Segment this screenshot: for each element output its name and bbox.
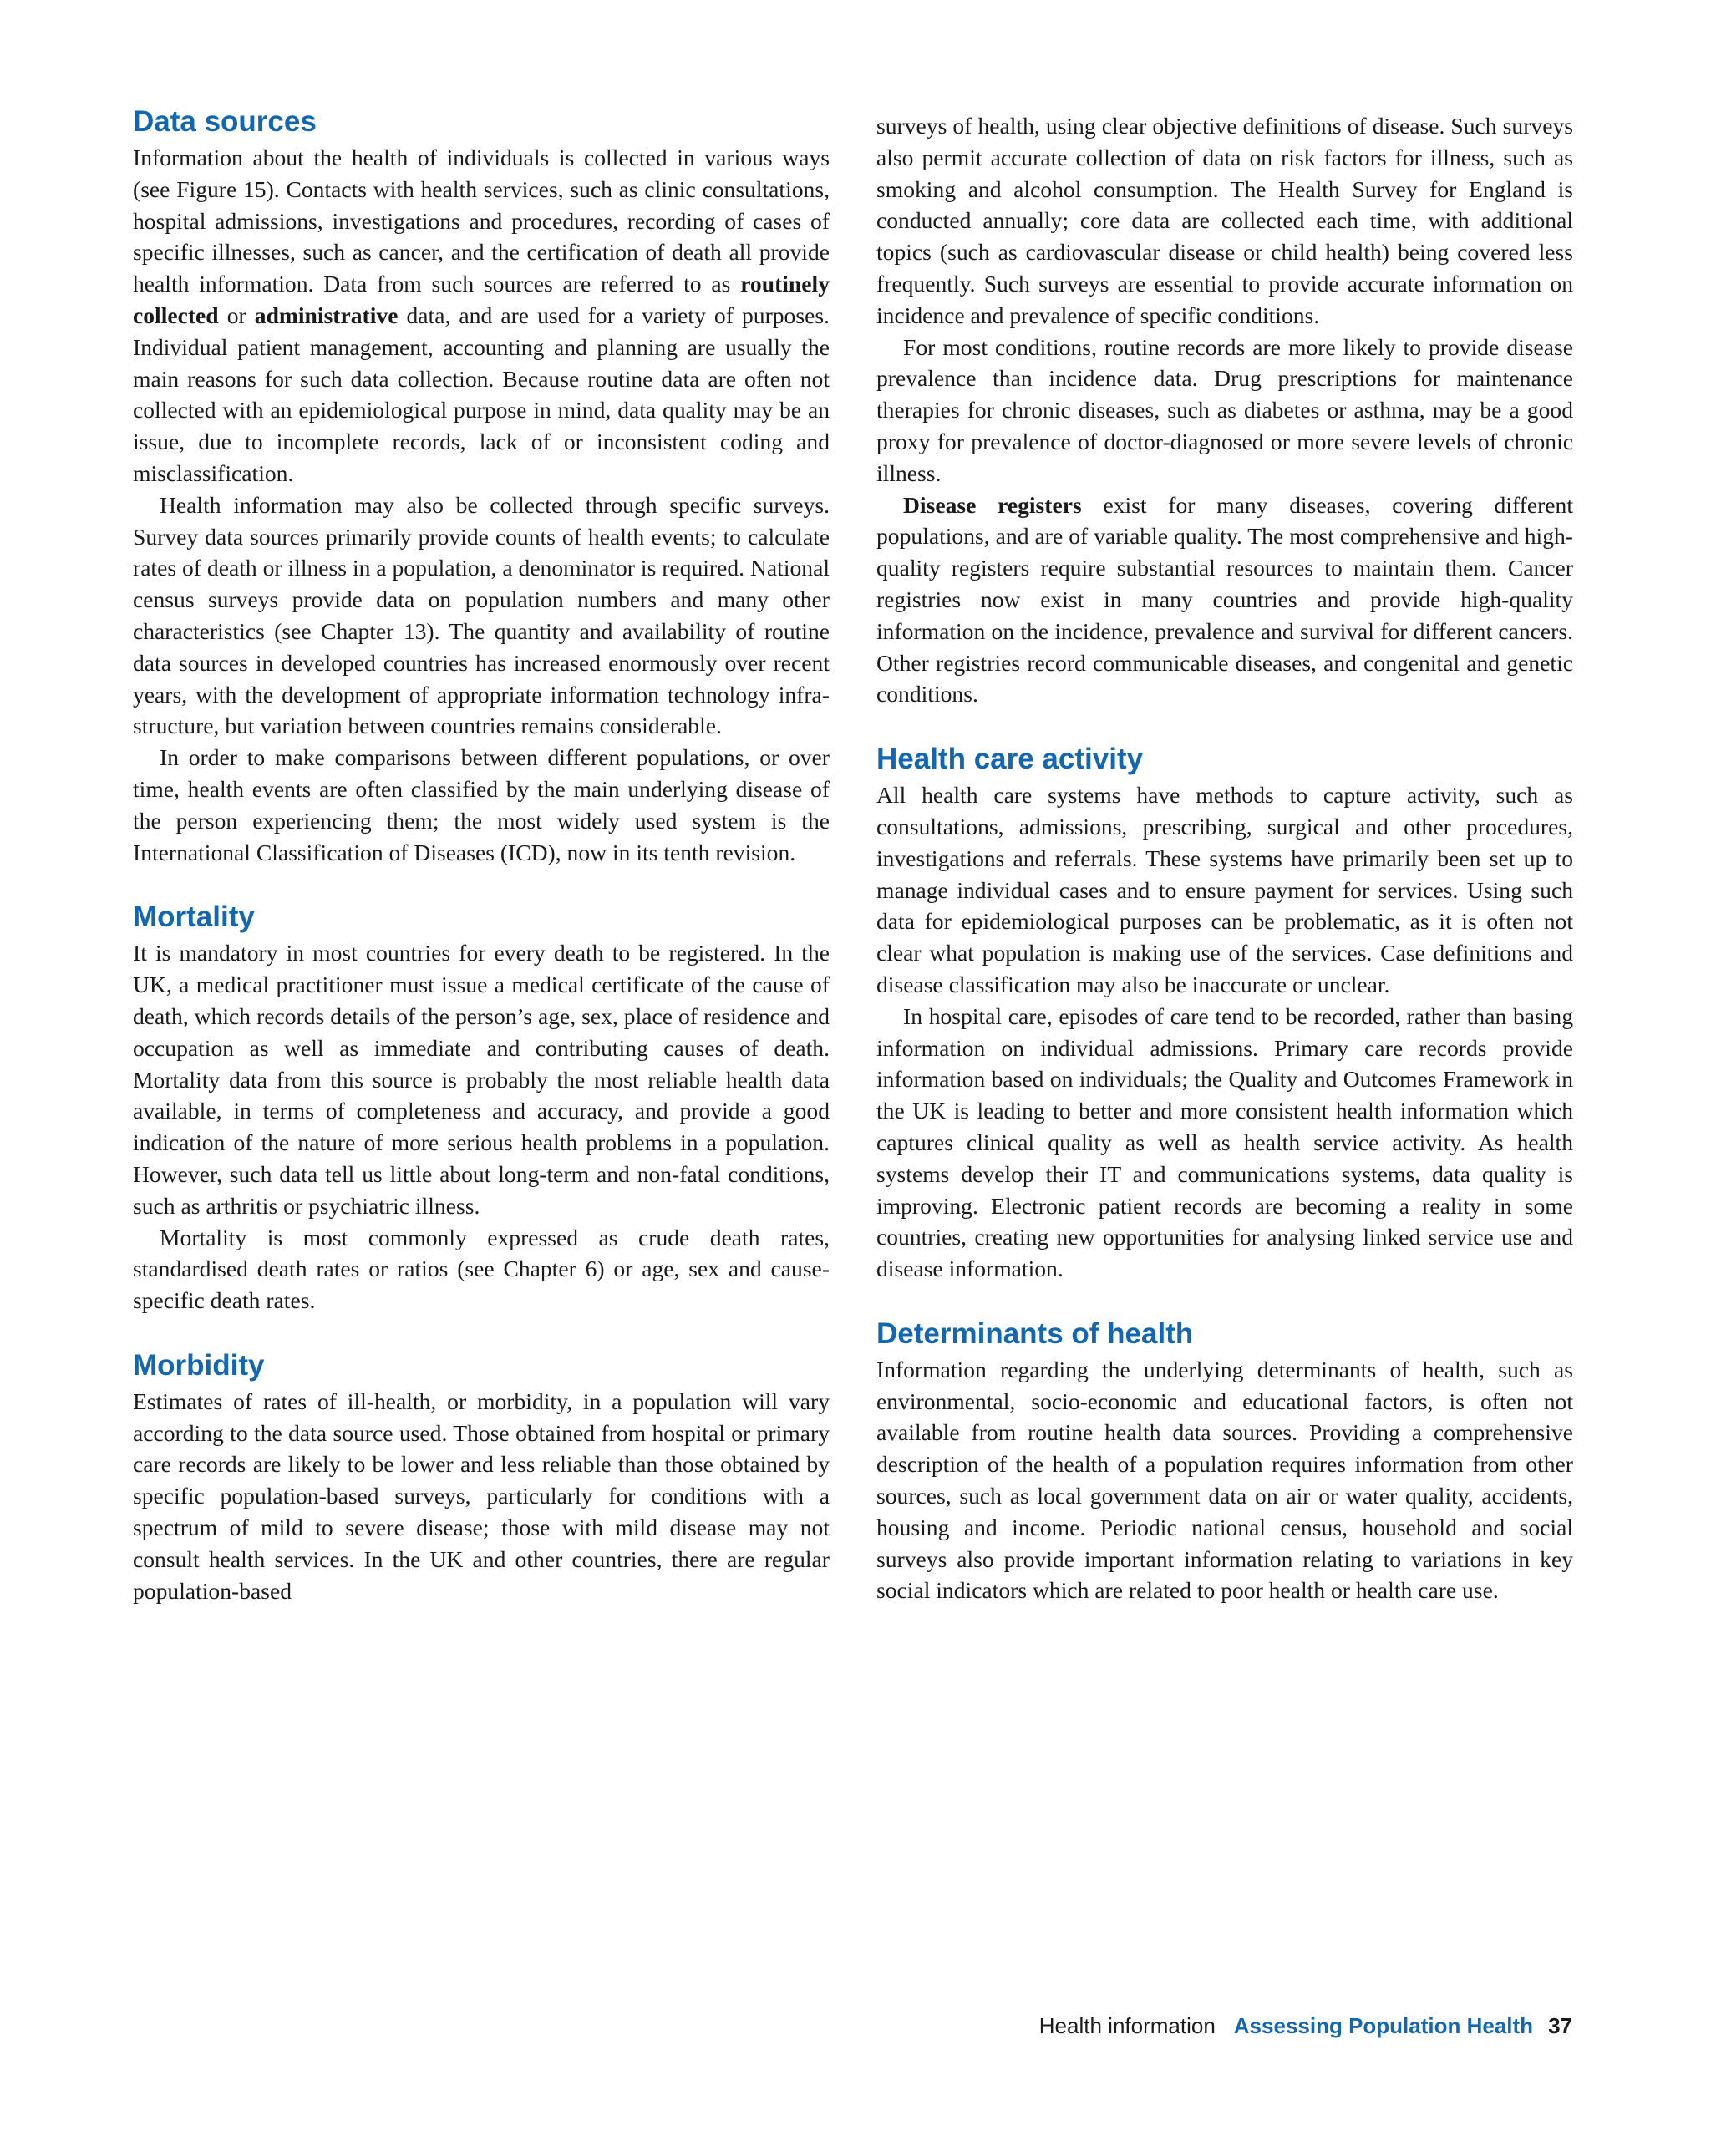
text-run: Information about the health of individuals is collected in various ways (see Figure 15). Contacts with health services, such as clinic consultations, hospital admissions, investigations and procedures, recording of cases of specific illnesses, such as cancer, and the certification of death all provide health information. Data from such sources are referred to as (133, 145, 830, 297)
text-run: data, and are used for a variety of purposes. Individual patient management, accounting and planning are usually the main reasons for such data collection. Because routine data are often not collected with an epidemiological purpose in mind, data quality may be an issue, due to incomplete records, lack of or inconsistent coding and misclassification. (133, 302, 830, 486)
text-run: exist for many diseases, covering different populations, and are of variable quality. The most comprehensive and high-quality registers require substantial resources to maintain them. Cancer registries now exist in many countries and provide high-quality information on the incidence, prevalence and survival for different cancers. Other registries record communicable diseases, and congenital and genetic conditions. (876, 491, 1573, 708)
mortality-paragraph-1: It is mandatory in most countries for every death to be registered. In the UK, a medical practitioner must issue a medical certificate of the cause of death, which records details of the person’s age, sex, place of residence and occupation as well as immediate and contributing causes of death. Mortality data from this source is probably the most reliable health data available, in terms of completeness and accuracy, and provide a good indication of the nature of more serious health problems in a population. However, such data tell us little about long-term and non-fatal conditions, such as arthritis or psychiatric illness. (133, 940, 830, 1219)
term-administrative: administrative (254, 302, 399, 328)
data-sources-paragraph-1 (133, 142, 830, 490)
heading-morbidity: Morbidity (133, 1348, 265, 1382)
term-routinely-collected: routinely collected (133, 271, 830, 328)
section-gap (133, 1316, 830, 1347)
morbidity-paragraph-1: Estimates of rates of ill-health, or morbidity, in a population will vary according to the data source used. Those obtained from hospital or primary care records are likely to be lower and less reliable than those obtained by specific population-based surveys, particularly for conditions with a spectrum of mild to severe disease; those with mild disease may not consult health services. In the UK and other countries, there are regular population-based (133, 1387, 830, 1604)
heading-mortality: Mortality (133, 900, 255, 934)
footer-book-title: Assessing Population Health (1233, 2013, 1534, 2038)
section-gap (876, 710, 1573, 741)
morbidity-paragraph-2: For most conditions, routine records are more likely to provide disease prevalence than incidence data. Drug prescriptions for maintenance therapies for chronic diseases, such as diabetes or asthma, may be a good proxy for prevalence of doctor-diagnosed or more severe levels of chronic illness. (876, 333, 1573, 486)
footer-section-title: Health information (1038, 2013, 1216, 2038)
term-disease-registers: Disease registers (903, 491, 1082, 518)
determinants-paragraph-1: Information regarding the underlying determinants of health, such as environmental, socio-economic and educational factors, is often not available from routine health data sources. Providing a comprehensive description of the health of a population requires information from other sources, such as local government data on air or water quality, accidents, housing and income. Periodic national census, household and social surveys also provide important information relating to variations in key social indicators which are related to poor health or health care use. (876, 1356, 1573, 1604)
data-sources-paragraph-3: In order to make comparisons between different populations, or over time, health events are often classified by the main underlying disease of the person experiencing them; the most widely used system is the International Classification of Diseases (ICD), now in its tenth revision. (133, 744, 830, 865)
morbidity-paragraph-1-continued: surveys of health, using clear objective definitions of disease. Such surveys also permit accurate collection of data on risk factors for illness, such as smoking and alcohol consumption. The Health Survey for England is conducted annually; core data are collected each time, with additional topics (such as cardiovascular disease or child health) being covered less frequently. Such surveys are essential to provide accurate information on incidence and prevalence of specific conditions. (876, 113, 1573, 328)
health-care-activity-paragraph-2: In hospital care, episodes of care tend to be recorded, rather than basing information on individual admissions. Primary care records provide information based on individuals; the Quality and Outcomes Framework in the UK is leading to better and more consistent health information which captures clinical quality as well as health service activity. As health systems develop their IT and communications systems, data quality is improving. Electronic patient records are becoming a reality in some countries, creating new opportunities for analysing linked service use and disease information. (876, 1002, 1573, 1282)
morbidity-paragraph-3 (876, 490, 1573, 711)
page-footer (1039, 2012, 1572, 2039)
heading-determinants-of-health: Determinants of health (876, 1316, 1194, 1350)
mortality-paragraph-2: Mortality is most commonly expressed as crude death rates, standardised death rates or ratios (see Chapter 6) or age, sex and cause-specific death rates. (133, 1224, 830, 1314)
page-number: 37 (1548, 2013, 1572, 2038)
text-run: or (218, 302, 255, 328)
heading-health-care-activity: Health care activity (876, 743, 1144, 776)
left-column (133, 104, 830, 1606)
section-gap (133, 868, 830, 899)
section-gap (876, 1285, 1573, 1316)
heading-data-sources: Data sources (133, 105, 317, 138)
data-sources-paragraph-2: Health information may also be collected through specific surveys. Survey data sources primarily provide counts of health events; to calculate rates of death or illness in a population, a denominator is required. National census surveys provide data on population numbers and many other characteristics (see Chapter 13). The quantity and availability of routine data sources in developed countries has increased enormously over recent years, with the development of appropriate information technology infrastructure, but variation between countries remains considerable. (133, 491, 830, 739)
right-column (876, 110, 1573, 1606)
health-care-activity-paragraph-1: All health care systems have methods to capture activity, such as consultations, admissions, prescribing, surgical and other procedures, investigations and referrals. These systems have primarily been set up to manage individual cases and to ensure payment for services. Using such data for epidemiological purposes can be problematic, as it is often not clear what population is making use of the services. Case definitions and disease classification may also be inaccurate or unclear. (876, 782, 1573, 997)
